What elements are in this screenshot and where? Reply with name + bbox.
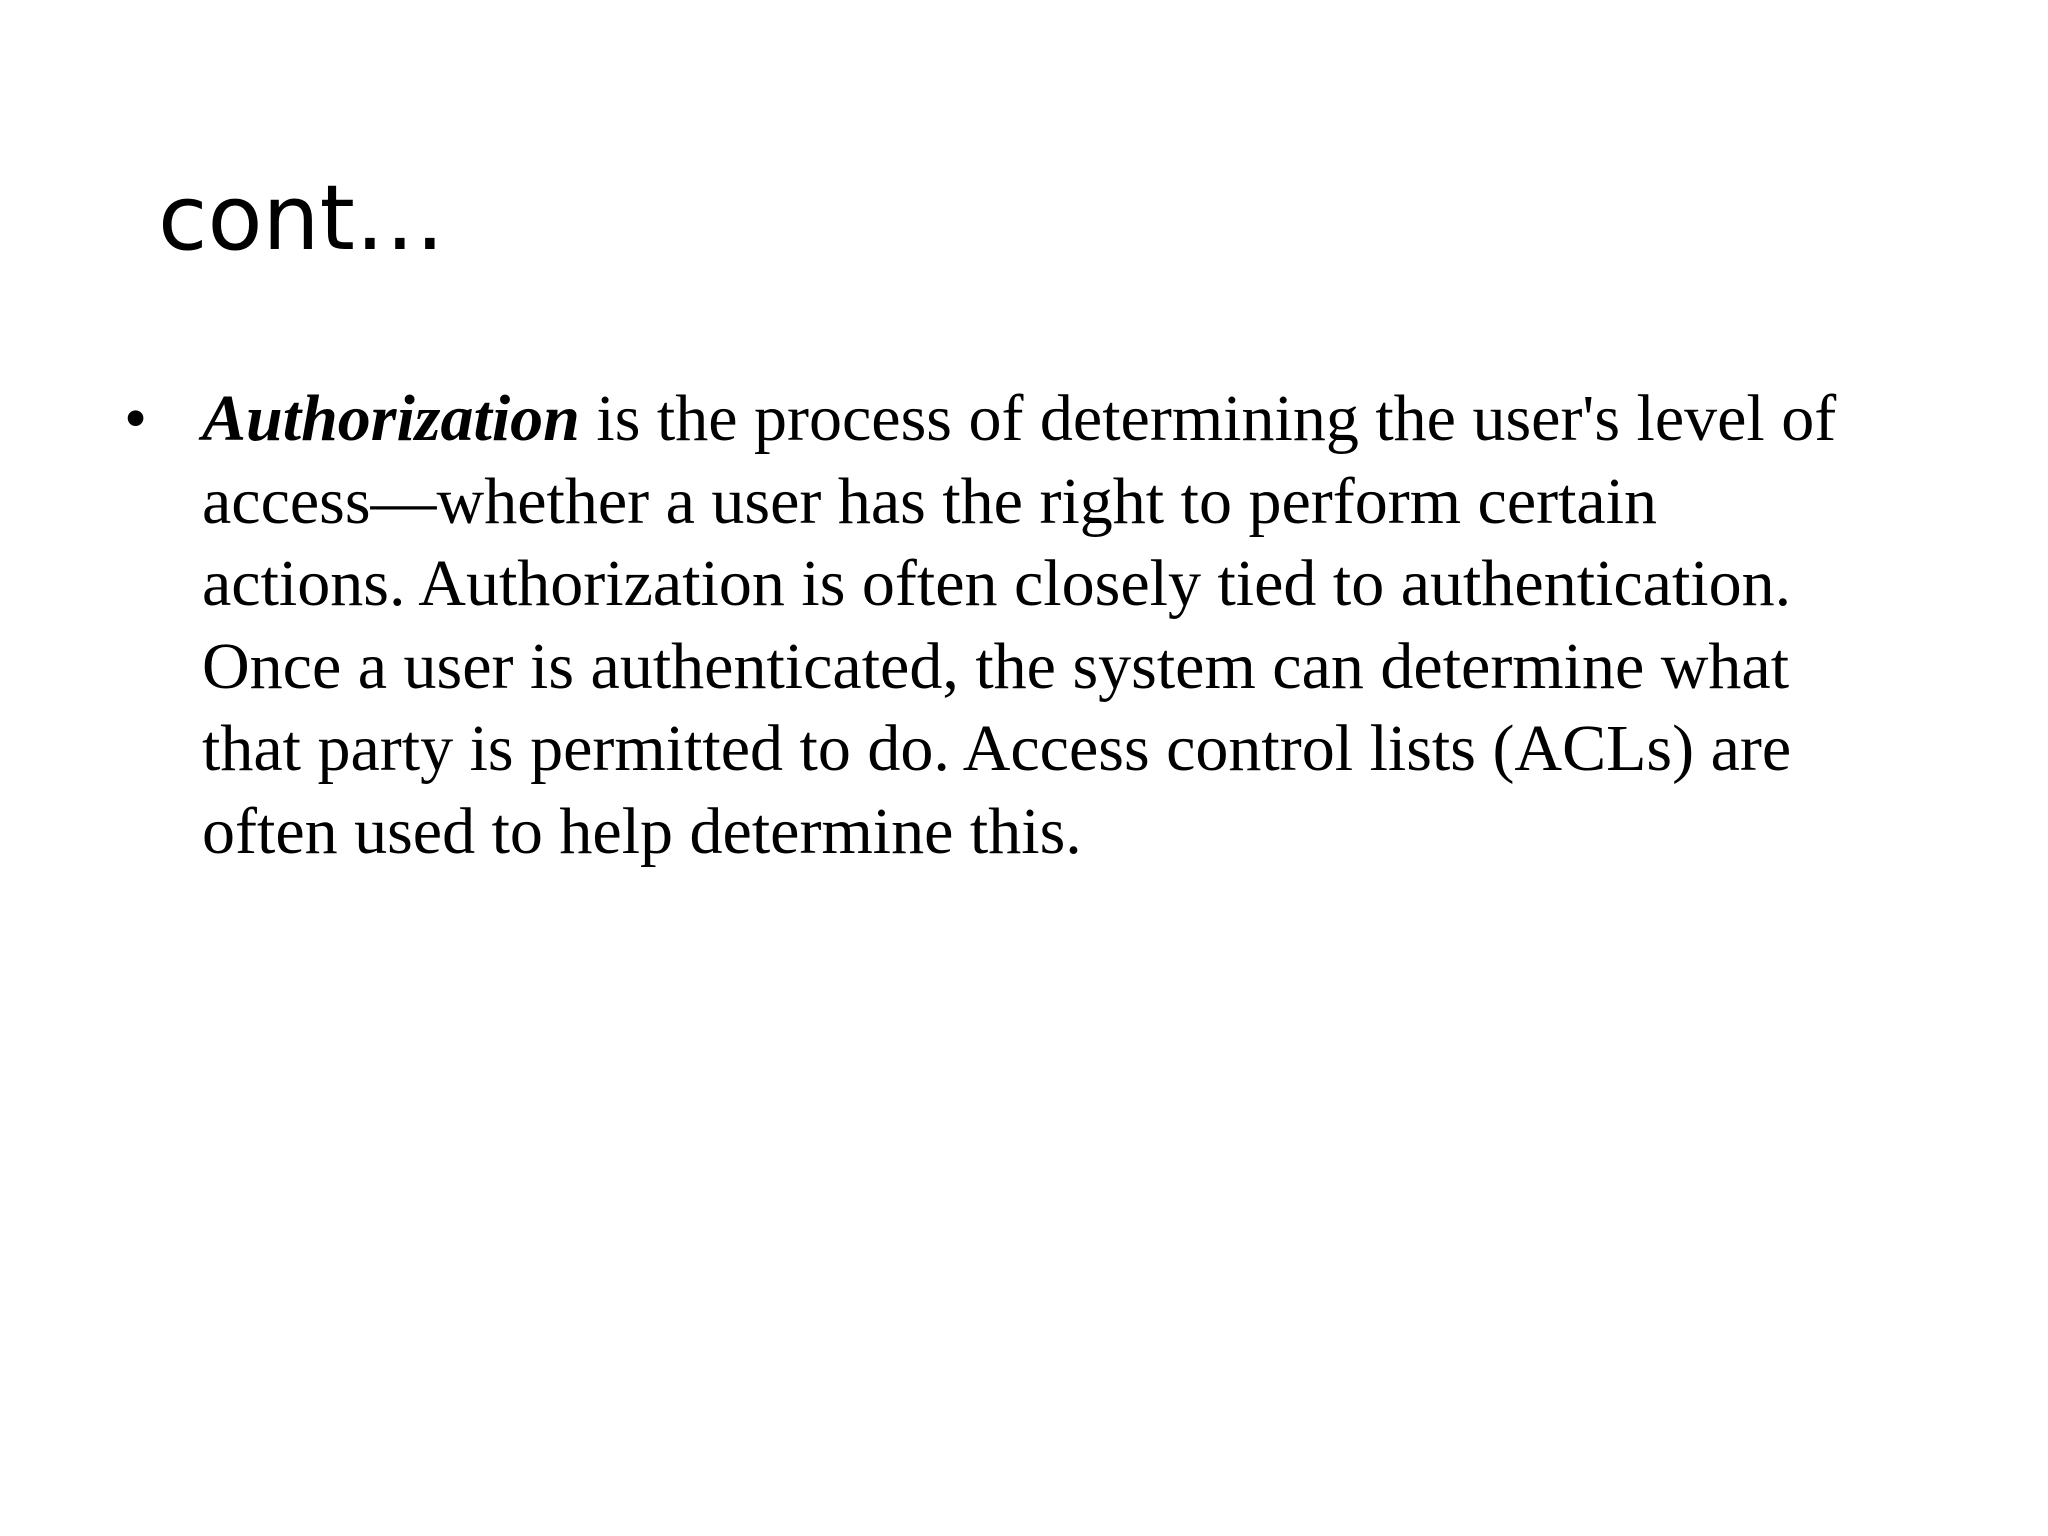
bullet-line-5: that party is permitted to do. Access control lists (ACLs) are — [202, 712, 1792, 785]
bullet-line-1-rest: is the process of determining the user's level of — [579, 382, 1837, 455]
bullet-text — [202, 378, 1942, 873]
bullet-line-6: often used to help determine this. — [202, 794, 1082, 868]
bullet-line-1 — [202, 378, 1942, 461]
bullet-line-2: access—whether a user has the right to perform certain — [202, 464, 1658, 538]
bullet-line-4: Once a user is authenticated, the system can determine what — [202, 629, 1790, 703]
bullet-term: Authorization — [202, 382, 580, 455]
slide-title: cont… — [158, 166, 445, 271]
bullet-line-3: actions. Authorization is often closely tied to authentication. — [202, 547, 1792, 620]
bullet-point-icon: • — [124, 382, 148, 455]
